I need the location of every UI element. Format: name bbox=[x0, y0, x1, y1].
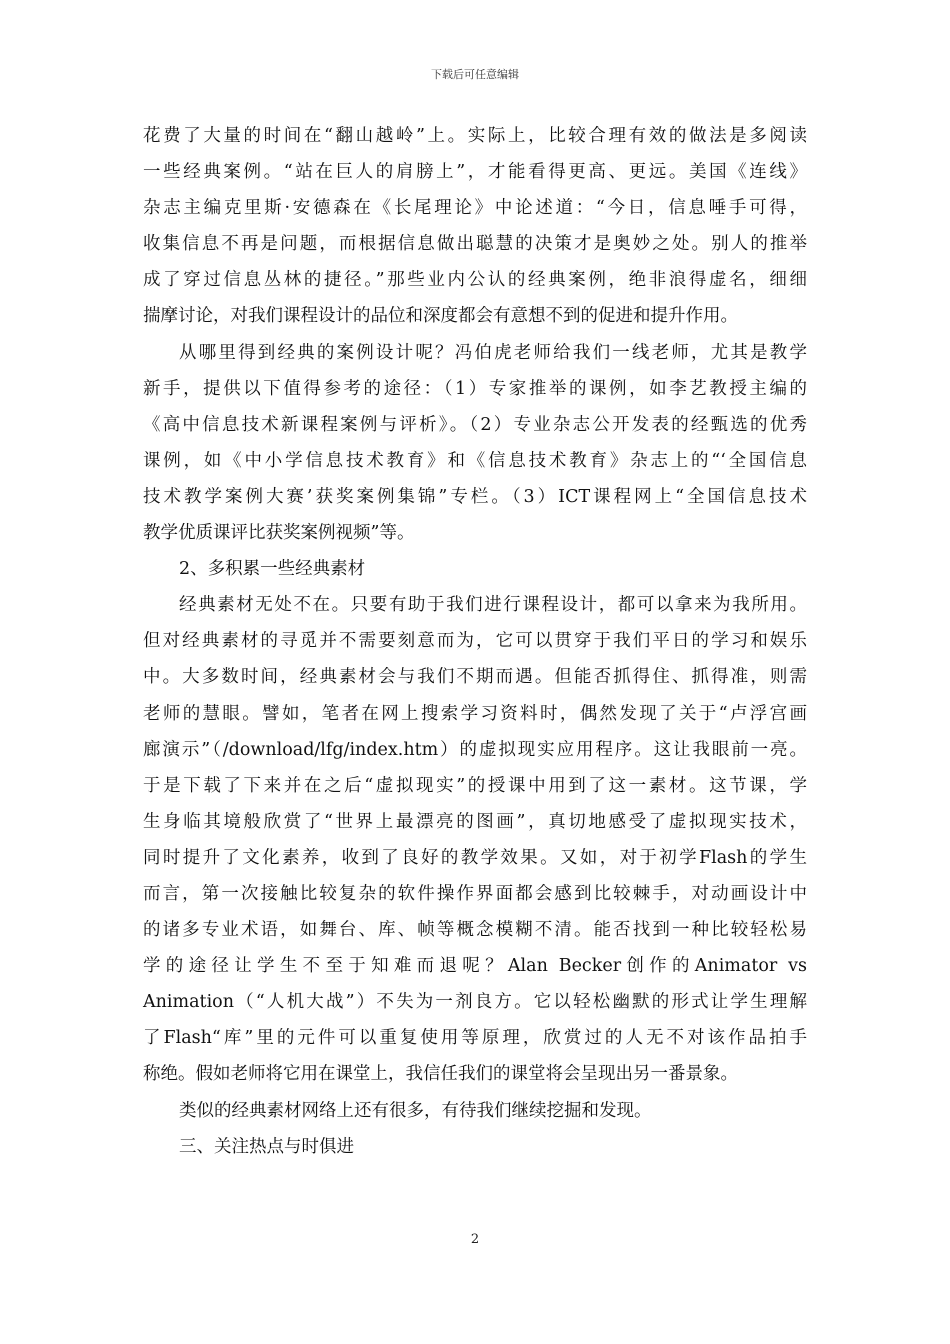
text-line: 老师的慧眼。譬如，笔者在网上搜索学习资料时，偶然发现了关于“卢浮宫画 bbox=[143, 703, 807, 724]
text-line: 同时提升了文化素养，收到了良好的教学效果。又如，对于初学Flash的学生 bbox=[143, 847, 807, 868]
text-line: 三、关注热点与时俱进 bbox=[179, 1136, 354, 1157]
page-number: 2 bbox=[470, 1232, 480, 1247]
text-line: 收集信息不再是问题，而根据信息做出聪慧的决策才是奥妙之处。别人的推举 bbox=[143, 234, 807, 255]
text-line: 课例，如《中小学信息技术教育》和《信息技术教育》杂志上的“‘全国信息 bbox=[143, 450, 807, 471]
text-line: 称绝。假如老师将它用在课堂上，我信任我们的课堂将会呈现出另一番景象。 bbox=[143, 1064, 738, 1085]
text-line: 中。大多数时间，经典素材会与我们不期而遇。但能否抓得住、抓得准，则需 bbox=[143, 667, 807, 688]
text-line: 但对经典素材的寻觅并不需要刻意而为，它可以贯穿于我们平日的学习和娱乐 bbox=[143, 631, 807, 652]
text-line: 技术教学案例大赛’获奖案例集锦”专栏。（3）ICT课程网上“全国信息技术 bbox=[143, 486, 807, 507]
text-line: 新手，提供以下值得参考的途径：（1）专家推举的课例，如李艺教授主编的 bbox=[143, 378, 807, 399]
text-line: 的诸多专业术语，如舞台、库、帧等概念模糊不清。能否找到一种比较轻松易 bbox=[143, 920, 807, 941]
text-line: 类似的经典素材网络上还有很多，有待我们继续挖掘和发现。 bbox=[179, 1100, 652, 1121]
document-body bbox=[143, 118, 807, 1165]
text-line: 杂志主编克里斯·安德森在《长尾理论》中论述道：“今日，信息唾手可得， bbox=[143, 198, 807, 219]
text-line: 生身临其境般欣赏了“世界上最漂亮的图画”，真切地感受了虚拟现实技术， bbox=[143, 811, 807, 832]
text-line: 成了穿过信息丛林的捷径。”那些业内公认的经典案例，绝非浪得虚名，细细 bbox=[143, 270, 807, 291]
text-line: 学的途径让学生不至于知难而退呢？Alan Becker创作的Animator vs bbox=[143, 956, 807, 977]
text-line: 揣摩讨论，对我们课程设计的品位和深度都会有意想不到的促进和提升作用。 bbox=[143, 306, 738, 327]
text-line: Animation（“人机大战”）不失为一剂良方。它以轻松幽默的形式让学生理解 bbox=[143, 992, 807, 1013]
text-line: 《高中信息技术新课程案例与评析》。（2）专业杂志公开发表的经甄选的优秀 bbox=[143, 414, 807, 435]
text-line: 廊演示”（/download/lfg/index.htm）的虚拟现实应用程序。这让我眼前一亮。 bbox=[143, 739, 807, 760]
text-line: 从哪里得到经典的案例设计呢？冯伯虎老师给我们一线老师，尤其是教学 bbox=[179, 342, 807, 363]
text-line: 2、多积累一些经典素材 bbox=[179, 559, 366, 580]
text-line: 而言，第一次接触比较复杂的软件操作界面都会感到比较棘手，对动画设计中 bbox=[143, 883, 807, 904]
text-line: 了Flash“库”里的元件可以重复使用等原理，欣赏过的人无不对该作品拍手 bbox=[143, 1028, 807, 1049]
text-line: 花费了大量的时间在“翻山越岭”上。实际上，比较合理有效的做法是多阅读 bbox=[143, 126, 807, 146]
text-line: 教学优质课评比获奖案例视频”等。 bbox=[143, 523, 415, 544]
text-line: 一些经典案例。“站在巨人的肩膀上”，才能看得更高、更远。美国《连线》 bbox=[143, 162, 807, 183]
text-line: 经典素材无处不在。只要有助于我们进行课程设计，都可以拿来为我所用。 bbox=[179, 595, 807, 616]
text-line: 于是下载了下来并在之后“虚拟现实”的授课中用到了这一素材。这节课，学 bbox=[143, 775, 807, 796]
page-header: 下载后可任意编辑 bbox=[431, 68, 519, 81]
